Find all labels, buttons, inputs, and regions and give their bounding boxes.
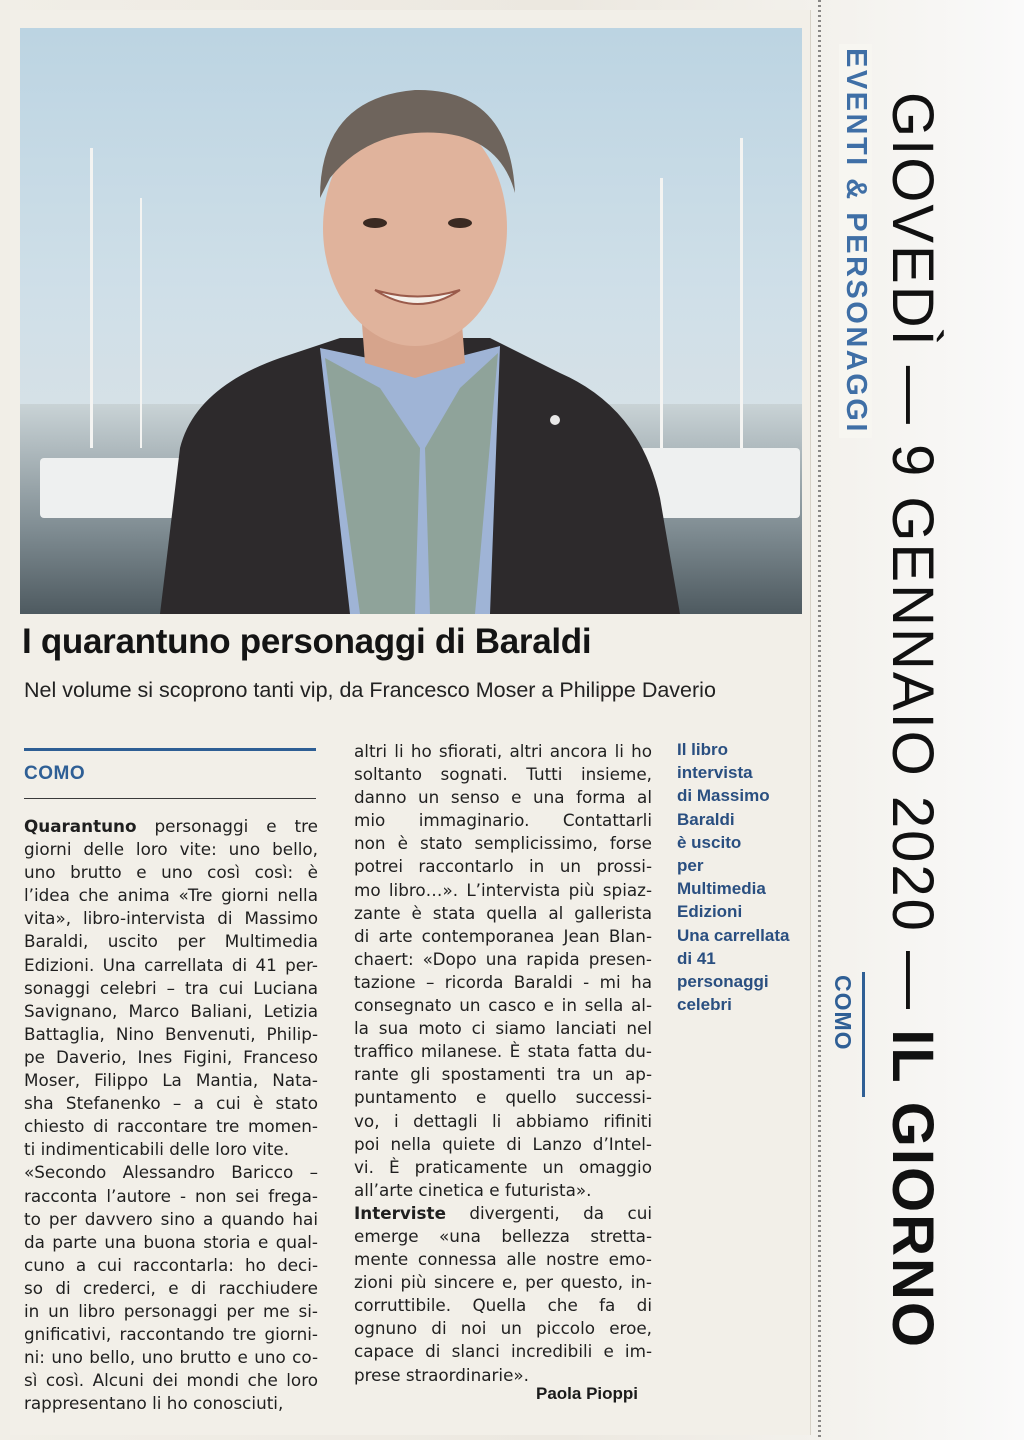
- text-line: mio immaginario. Contattarli: [354, 810, 652, 831]
- perforation-line: [818, 0, 821, 1440]
- text-line: corruttibile. Quella che fa di: [354, 1295, 652, 1316]
- article-column-1: [24, 815, 318, 1415]
- text-line: «Secondo Alessandro Baricco –: [24, 1162, 318, 1183]
- dateline-city: COMO: [24, 763, 86, 784]
- text-line: Battaglia, Nino Benvenuti, Philip-: [24, 1023, 318, 1044]
- man-figure: [20, 28, 802, 614]
- caption-line: Il libro: [677, 740, 728, 759]
- text-line: Moser, Filippo La Mantia, Nata-: [24, 1070, 318, 1091]
- text-line: in un libro personaggi per me si-: [24, 1300, 318, 1321]
- text-line: chiesto di raccontare tre momen-: [24, 1116, 318, 1137]
- article-subheadline: Nel volume si scoprono tanti vip, da Francesco Moser a Philippe Daverio: [24, 678, 716, 702]
- photo-caption: [677, 738, 812, 1016]
- dateline-rule-top: [24, 748, 316, 751]
- section-label: EVENTI & PERSONAGGI: [839, 44, 872, 438]
- text-line: sonaggi celebri – tra cui Luciana: [24, 977, 318, 998]
- article-column-2: [354, 740, 652, 1387]
- text-line: sì così. Alcuni dei mondi che loro: [24, 1370, 318, 1391]
- text-line: Interviste divergenti, da cui: [354, 1202, 652, 1223]
- caption-line: di Massimo: [677, 786, 770, 806]
- text-line: mo libro…». L’intervista più spiaz-: [354, 879, 652, 900]
- text-line: rappresentano li ho conosciuti,: [24, 1393, 284, 1414]
- text-line: Savignano, Marco Baliani, Letizia: [24, 1000, 318, 1021]
- text-line: poi nella quiete di Lanzo d’Intel-: [354, 1133, 652, 1154]
- text-line: cuno a cui raccontarla: ho deci-: [24, 1254, 318, 1275]
- text-line: traffico milanese. È stata fatta du-: [354, 1041, 652, 1062]
- text-line: da parte una buona storia e qual-: [24, 1231, 318, 1252]
- caption-line: Edizioni: [677, 902, 743, 922]
- text-line: non è stato semplicissimo, forse: [354, 833, 652, 854]
- masthead-date: [879, 92, 946, 1349]
- text-line: puntamento e quello successi-: [354, 1087, 652, 1108]
- caption-line: personaggi: [677, 972, 769, 992]
- text-line: tazione – ricorda Baraldi - mi ha: [354, 971, 652, 992]
- lead-word: Interviste: [354, 1202, 446, 1223]
- article-headline: I quarantuno personaggi di Baraldi: [22, 622, 592, 661]
- text-line: racconta l’autore - non sei frega-: [24, 1185, 318, 1206]
- edition-rule: [862, 972, 865, 1097]
- dateline-rule-bottom: [24, 798, 316, 799]
- portrait-photo: [20, 28, 802, 614]
- text-line: Edizioni. Una carrellata di 41 per-: [24, 954, 318, 975]
- text-line: vi. È praticamente un omaggio: [354, 1156, 652, 1177]
- text-line: emerge «una bellezza stretta-: [354, 1225, 652, 1246]
- text-line: gnificativi, raccontando tre giorni-: [24, 1324, 318, 1345]
- text-line: chaert: «Dopo una rapida presen-: [354, 948, 652, 969]
- text-line: Baraldi, uscito per Multimedia: [24, 931, 318, 952]
- text-line: vo, i dettagli li abbiamo rifiniti: [354, 1110, 652, 1131]
- lead-word: Quarantuno: [24, 816, 137, 836]
- text-line: zante è stata quella al gallerista: [354, 902, 652, 923]
- caption-line: intervista: [677, 763, 753, 783]
- text-line: mente connessa alle nostre emo-: [354, 1249, 652, 1270]
- text-line: Quarantuno personaggi e tre: [24, 816, 318, 836]
- text-line: ni: uno bello, uno brutto e uno co-: [24, 1347, 318, 1368]
- newspaper-name: IL GIORNO: [880, 1029, 945, 1350]
- text-line: soltanto sognati. Tutti insieme,: [354, 764, 652, 785]
- text-line: prese straordinarie».: [354, 1364, 530, 1385]
- text-line: vita», libro-intervista di Massimo: [24, 908, 318, 929]
- text-line: di arte contemporanea Jean Blan-: [354, 925, 652, 946]
- text-line: la sua moto ci siamo lanciati nel: [354, 1018, 652, 1039]
- caption-line: Baraldi: [677, 809, 735, 829]
- text-line: capace di slanci incredibili e im-: [354, 1341, 652, 1362]
- caption-line: Una carrellata: [677, 925, 790, 945]
- caption-line: di 41: [677, 948, 716, 968]
- caption-line: Multimedia: [677, 879, 766, 899]
- text-line: to per davvero sino a quando hai: [24, 1208, 318, 1229]
- caption-line: celebri: [677, 995, 732, 1015]
- text-line: sha Stefanenko – a cui è stato: [24, 1093, 318, 1114]
- caption-line: è uscito: [677, 832, 742, 852]
- text-line: zioni più sincere e, per questo, in-: [354, 1272, 652, 1293]
- text-line: so di crederci, e di racchiudere: [24, 1277, 318, 1298]
- text-line: pe Daverio, Ines Figini, Franceso: [24, 1046, 318, 1067]
- text-line: ognuno di noi un piccolo eroe,: [354, 1318, 652, 1339]
- author-byline: Paola Pioppi: [536, 1384, 639, 1403]
- text-line: ti indimenticabili delle loro vite.: [24, 1139, 290, 1160]
- text-line: uno brutto e uno così così: è: [24, 862, 318, 883]
- text-line: all’arte cinetica e futurista».: [354, 1179, 592, 1200]
- date-text: GIOVEDÌ — 9 GENNAIO 2020 —: [880, 92, 945, 1012]
- text-line: giorni delle loro vite: uno bello,: [24, 839, 318, 860]
- text-line: l’idea che anima «Tre giorni nella: [24, 885, 318, 906]
- text-line: rante gli spostamenti tra un ap-: [354, 1064, 652, 1085]
- text-line: consegnato un casco e in sella al-: [354, 995, 652, 1016]
- caption-line: per: [677, 856, 704, 876]
- text-line: potrei raccontarlo in un prossi-: [354, 856, 652, 877]
- text-line: danno un senso e una forma al: [354, 787, 652, 808]
- edition-label: COMO: [830, 975, 856, 1051]
- text-line: altri li ho sfiorati, altri ancora li ho: [354, 741, 652, 761]
